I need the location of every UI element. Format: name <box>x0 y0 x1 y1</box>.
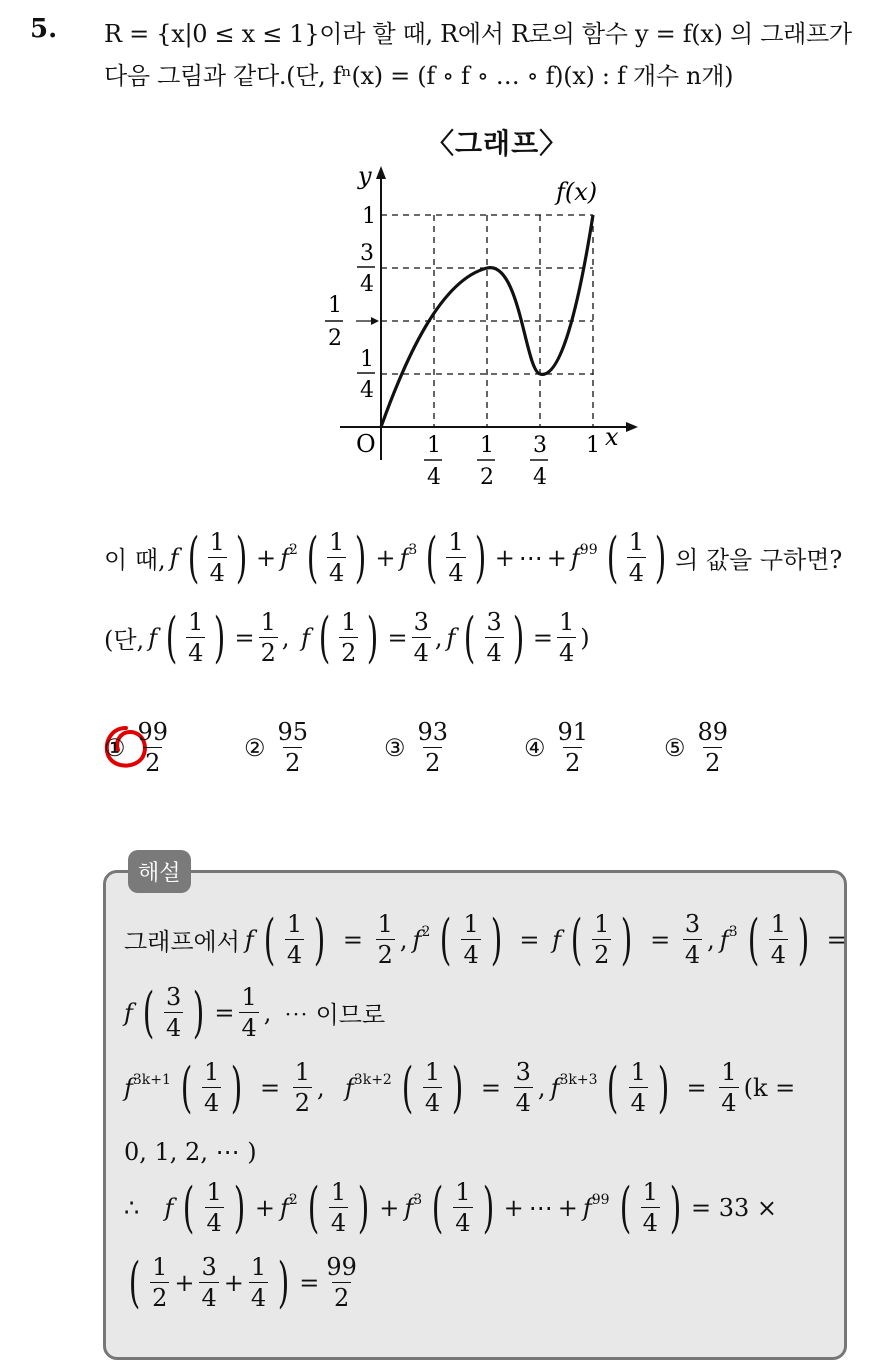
y-tick-1-2-num: 1 <box>328 293 342 318</box>
origin-label: O <box>356 430 376 458</box>
choice-3[interactable]: ③ $\frac{93}{2}$ <box>384 718 449 777</box>
y-tick-1-2-den: 2 <box>328 326 342 351</box>
x-tick-3-4-num: 3 <box>533 433 547 458</box>
x-tick-1-4-num: 1 <box>427 433 441 458</box>
choice-5[interactable]: ⑤ $\frac{89}{2}$ <box>664 718 729 777</box>
choice-4[interactable]: ④ $\frac{91}{2}$ <box>524 718 589 777</box>
solution-tag: 해설 <box>128 850 191 893</box>
y-tick-1-4-den: 4 <box>360 378 374 403</box>
x-axis-arrow <box>626 422 638 432</box>
y-tick-1: 1 <box>362 204 376 229</box>
solution-line-6: ( $\frac{1}{2}$ + $\frac{3}{4}$ + $\frac{1}{4}$ ) = $\frac{99}{2}$ <box>128 1250 357 1314</box>
y-axis-arrow <box>376 166 386 179</box>
question-number: 5. <box>30 14 58 44</box>
choice-2[interactable]: ② $\frac{95}{2}$ <box>244 718 309 777</box>
prompt-prefix: 이 때, <box>104 546 166 574</box>
x-tick-3-4-den: 4 <box>533 465 547 490</box>
y-tick-3-4-den: 4 <box>360 272 374 297</box>
question-line-2: 다음 그림과 같다.(단, fⁿ(x) = (f ∘ f ∘ … ∘ f)(x) : f 개수 n개) <box>104 62 734 90</box>
question-line-1: R = {x|0 ≤ x ≤ 1}이라 할 때, R에서 R로의 함수 y = f(x) 의 그래프가 <box>104 20 852 48</box>
condition-line: (단, f ( $\frac{1}{4}$ ) = $\frac{1}{2}$ , f ( $\frac{1}{2}$ ) = $\frac{3}{4}$ , f ( $\frac{3}{4}$ ) = $\frac{1}{4}$ ) <box>104 605 590 669</box>
function-graph <box>320 160 650 495</box>
x-tick-1-2-den: 2 <box>480 465 494 490</box>
solution-line-2: f ( $\frac{3}{4}$ ) = $\frac{1}{4}$ , ⋯ 이므로 <box>124 980 386 1044</box>
y-tick-3-4-num: 3 <box>360 241 374 266</box>
y-tick-1-4-num: 1 <box>360 347 374 372</box>
solution-line-3: $f^{3k+1}$ ( $\frac{1}{4}$ ) = $\frac{1}{2}$ , $f^{3k+2}$ ( $\frac{1}{4}$ ) = $\frac{3}{4}$ , $f^{3k+3}$ ( $\frac{1}{4}$ ) = $\frac{1}{4}$ (k = <box>124 1055 796 1119</box>
graph-title: 〈그래프〉 <box>426 127 569 160</box>
x-tick-1: 1 <box>586 433 600 458</box>
prompt-suffix: 의 값을 구하면? <box>675 546 843 574</box>
curve-label: f(x) <box>556 178 598 206</box>
solution-line-5: ∴ f ( $\frac{1}{4}$ ) + $f^2$ ( $\frac{1}{4}$ ) + $f^3$ ( $\frac{1}{4}$ ) + ⋯ + $f^{99}$ ( $\frac{1}{4}$ ) = 33 × <box>124 1175 777 1239</box>
solution-line-4: 0, 1, 2, ⋯ ) <box>124 1138 257 1166</box>
x-tick-1-2-num: 1 <box>480 433 494 458</box>
x-axis-label: x <box>605 423 619 451</box>
choice-1[interactable]: ① $\frac{99}{2}$ <box>104 718 169 777</box>
guide-lines <box>381 215 593 427</box>
term-f: f <box>169 543 179 572</box>
y-axis-label: y <box>358 162 372 190</box>
x-tick-1-4-den: 4 <box>427 465 441 490</box>
solution-line-1: 그래프에서 f ( $\frac{1}{4}$ ) = $\frac{1}{2}$ , $f^2$ ( $\frac{1}{4}$ ) = f ( $\frac{1}{2}$ ) = $\frac{3}{4}$ , $f^3$ ( $\frac{1}{4}$ ) = <box>124 907 847 971</box>
answer-choices <box>104 720 804 775</box>
prompt-line: 이 때, f ( $\frac{1}{4}$ ) + $f^2$ ( $\frac{1}{4}$ ) + $f^3$ ( $\frac{1}{4}$ ) + ⋯ + $f^{99}$ ( $\frac{1}{4}$ ) 의 값을 구하면? <box>104 525 843 589</box>
